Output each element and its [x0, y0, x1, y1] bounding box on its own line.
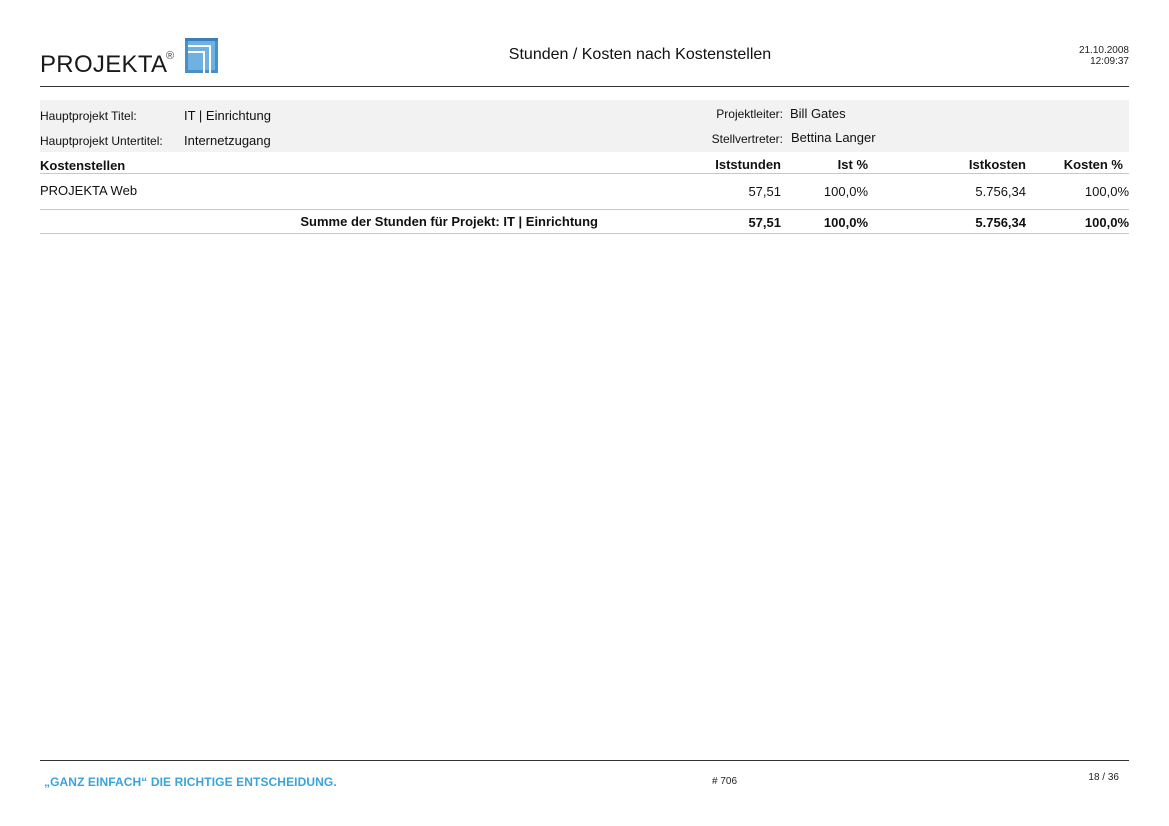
project-leader-value: Bill Gates [790, 106, 846, 121]
table-row-rule [40, 209, 1129, 210]
main-project-title-label: Hauptprojekt Titel: [40, 109, 137, 123]
total-actual-costs: 5.756,34 [975, 215, 1026, 230]
deputy-value: Bettina Langer [791, 130, 876, 145]
col-header-cost-pct: Kosten % [1063, 157, 1123, 172]
total-label: Summe der Stunden für Projekt: IT | Einrichtung [300, 214, 598, 229]
report-title: Stunden / Kosten nach Kostenstellen [508, 46, 772, 63]
report-timestamp [1079, 45, 1129, 67]
document-number: # 706 [712, 776, 738, 787]
header-divider [40, 86, 1129, 87]
table-row-cost-pct: 100,0% [1084, 184, 1129, 199]
page-number: 18 / 36 [1088, 772, 1119, 783]
total-cost-pct: 100,0% [1084, 215, 1129, 230]
total-row-rule [40, 233, 1129, 234]
report-time: 12:09:37 [1090, 56, 1129, 67]
col-header-actual-hours: Iststunden [715, 157, 781, 172]
deputy-label: Stellvertreter: [711, 132, 783, 146]
main-project-subtitle-value: Internetzugang [184, 133, 271, 148]
footer-slogan: „GANZ EINFACH“ DIE RICHTIGE ENTSCHEIDUNG. [44, 775, 337, 789]
logo-text: PROJEKTA [40, 51, 168, 78]
table-row-cost-center: PROJEKTA Web [40, 183, 138, 198]
table-header-rule [40, 173, 1129, 174]
table-row-actual-pct: 100,0% [823, 184, 868, 199]
total-actual-pct: 100,0% [823, 215, 868, 230]
table-row-actual-costs: 5.756,34 [975, 184, 1026, 199]
col-header-actual-costs: Istkosten [968, 157, 1026, 172]
projekta-logo-icon [185, 38, 218, 73]
project-leader-label: Projektleiter: [716, 107, 783, 121]
logo-registered-mark: ® [166, 50, 175, 62]
table-row-actual-hours: 57,51 [748, 184, 781, 199]
col-header-cost-center: Kostenstellen [40, 158, 126, 173]
report-date: 21.10.2008 [1078, 45, 1129, 56]
main-project-subtitle-label: Hauptprojekt Untertitel: [40, 134, 163, 148]
main-project-title-value: IT | Einrichtung [184, 108, 271, 123]
col-header-actual-pct: Ist % [837, 157, 868, 172]
total-actual-hours: 57,51 [748, 215, 781, 230]
footer-divider [40, 760, 1129, 761]
